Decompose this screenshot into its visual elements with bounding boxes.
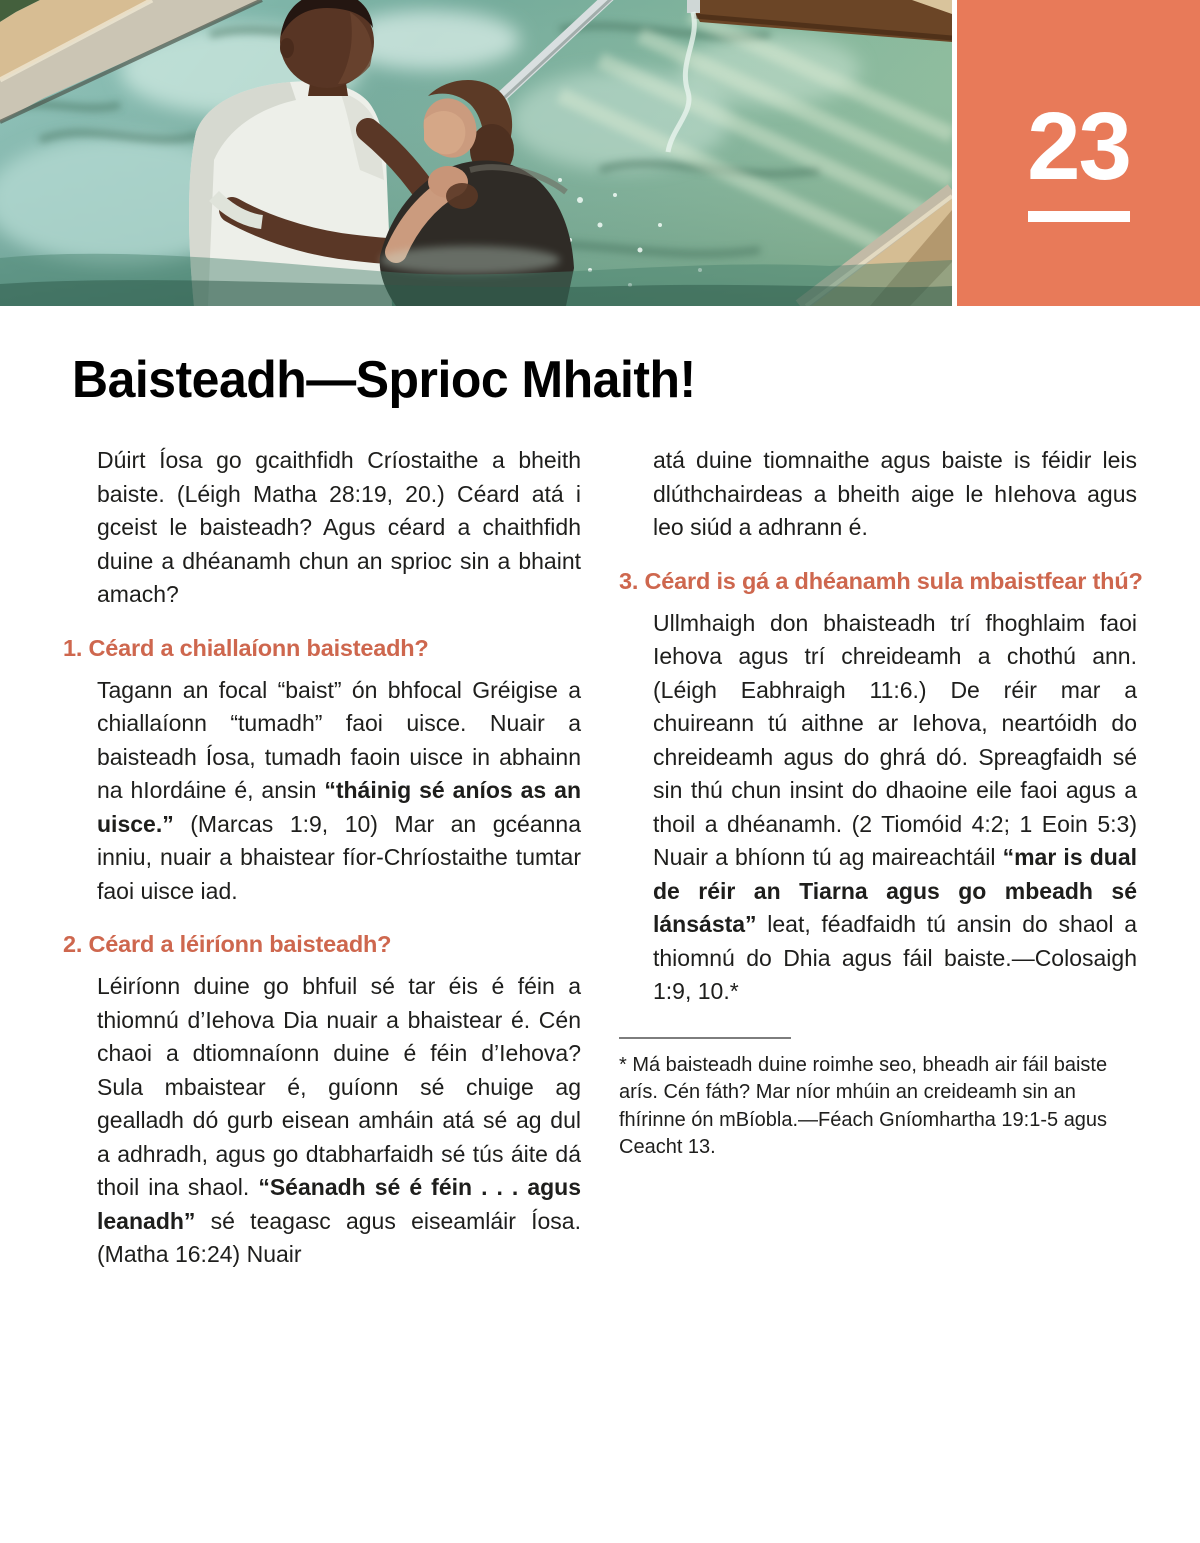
right-column <box>619 444 1143 1289</box>
section-3-heading: 3. Céard is gá a dhéanamh sula mbaistfear thú? <box>619 567 1143 594</box>
text-segment: sé teagasc agus eiseamláir Íosa. (Matha 16:24) Nuair <box>97 1207 581 1267</box>
intro-paragraph <box>63 444 581 612</box>
section-2-continued-paragraph <box>619 444 1137 545</box>
lesson-number-underline <box>1028 211 1130 222</box>
section-1-heading: 1. Céard a chiallaíonn baisteadh? <box>63 634 429 661</box>
baptism-photo <box>0 0 952 306</box>
text-segment: Ullmhaigh don bhaisteadh trí fhoghlaim faoi Iehova agus trí chreideamh a chothú ann. (Léigh Eabhraigh 11:6.) De réir mar a chuireann tú aithne ar Iehova, neartóidh do chreideamh agus do ghrá dó. Spreagfaidh sé sin thú chun insint do dhaoine eile faoi agus a thoil a dhéanamh. (2 Tiomóid 4:2; 1 Eoin 5:3) Nuair a bhíonn tú ag maireachtáil <box>653 609 1137 870</box>
text-segment: leat, féadfaidh tú ansin do shaol a thiomnú do Dhia agus fáil baiste.—Colosaigh 1:9, 10.* <box>653 911 1137 1004</box>
section-2-heading: 2. Céard a léiríonn baisteadh? <box>63 931 392 957</box>
section-3-paragraph <box>619 607 1137 1009</box>
content-columns <box>63 444 1143 1289</box>
bold-scripture-quote: “Séanadh sé é féin . . . agus leanadh” <box>97 1174 581 1234</box>
hero <box>0 0 1200 306</box>
section-2-paragraph <box>63 970 581 1272</box>
text-segment: * Má baisteadh duine roimhe seo, bheadh air fáil baiste arís. Cén fáth? Mar níor mhúin an creideamh sin an fhírinne ón mBíobla.—Féach Gníomhartha 19:1-5 agus Ceacht 13. <box>619 1053 1108 1158</box>
lesson-number-badge <box>957 0 1200 306</box>
lesson-number: 23 <box>1027 92 1130 200</box>
bold-scripture-quote: “mar is dual de réir an Tiarna agus go mbeadh sé lánsásta” <box>653 844 1138 937</box>
text-segment: Dúirt Íosa go gcaithfidh Críostaithe a bheith baiste. (Léigh Matha 28:19, 20.) Céard atá i gceist le baisteadh? Agus céard a chaithfidh duine a dhéanamh chun an sprioc sin a bhaint amach? <box>97 447 581 607</box>
section-1-paragraph <box>63 674 581 909</box>
footnote <box>619 1037 1137 1162</box>
page-title: Baisteadh—Sprioc Mhaith! <box>72 351 696 409</box>
text-segment: Léiríonn duine go bhfuil sé tar éis é féin a thiomnú d’Iehova Dia nuair a bhaistear é. Cén chaoi a dtiomnaíonn duine é féin d’Iehova? Sula mbaistear é, guíonn sé chuige ag gealladh dó gurb eisean amháin atá sé ag dul a adhradh, agus go dtabharfaidh sé tús áite dá thoil ina shaol. <box>97 973 581 1200</box>
bold-scripture-quote: “tháinig sé aníos as an uisce.” <box>97 777 581 837</box>
baptism-photo-illustration <box>0 0 952 306</box>
text-segment: atá duine tiomnaithe agus baiste is féidir leis dlúthchairdeas a bheith aige le hIehova agus leo siúd a adhrann é. <box>653 447 1137 540</box>
text-segment: (Marcas 1:9, 10) Mar an gcéanna inniu, nuair a bhaistear fíor-Chríostaithe tumtar faoi uisce iad. <box>97 810 581 904</box>
left-column <box>63 444 581 1289</box>
footnote-rule <box>619 1037 791 1039</box>
footnote-text <box>619 1052 1137 1162</box>
text-segment: Tagann an focal “baist” ón bhfocal Gréigise a chiallaíonn “tumadh” faoi uisce. Nuair a baisteadh Íosa, tumadh faoin uisce in abhainn na hIordáine é, ansin <box>97 676 581 803</box>
